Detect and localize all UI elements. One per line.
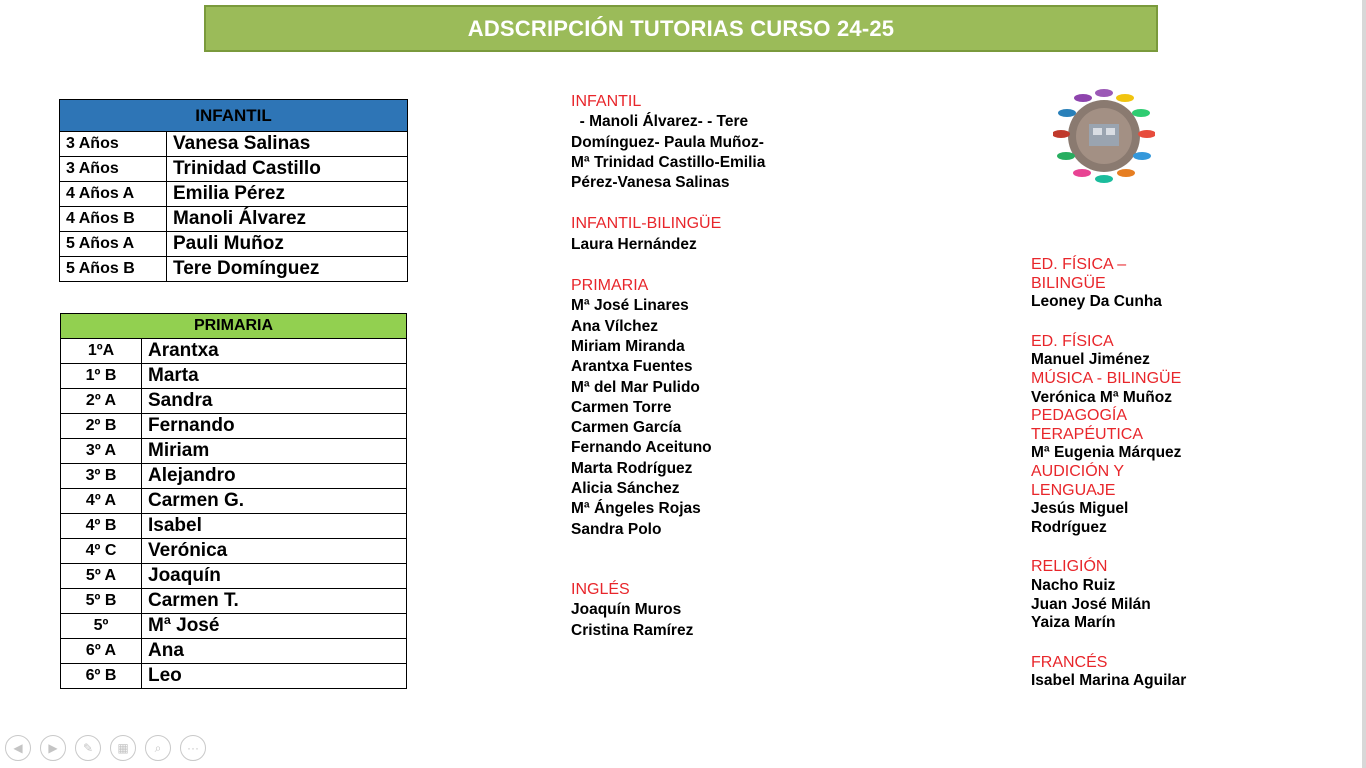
primaria-tutor-cell: Marta [142, 364, 407, 389]
infantil-row [60, 232, 408, 257]
infantil-level-cell: 4 Años B [60, 207, 167, 232]
pen-icon[interactable]: ✎ [75, 735, 101, 761]
list-item: Jesús Miguel [1031, 500, 1129, 518]
primaria-level-cell: 5º [61, 614, 142, 639]
list-item: Arantxa Fuentes [571, 358, 693, 376]
infantil-level-cell: 3 Años [60, 132, 167, 157]
primaria-row [61, 664, 407, 689]
primaria-tutor-cell: Alejandro [142, 464, 407, 489]
primaria-tutor-cell: Sandra [142, 389, 407, 414]
infantil-row [60, 182, 408, 207]
edfisica-bilingue-label [1031, 256, 1231, 293]
primaria-level-cell: 3º B [61, 464, 142, 489]
primaria-row [61, 614, 407, 639]
primaria-level-cell: 1ºA [61, 339, 142, 364]
pt-names [1031, 444, 1231, 463]
primaria-row [61, 464, 407, 489]
infantil-names [571, 112, 801, 193]
list-item: Manuel Jiménez [1031, 351, 1150, 369]
primaria-row [61, 439, 407, 464]
primaria-level-cell: 1º B [61, 364, 142, 389]
primaria-tutor-cell: Carmen G. [142, 489, 407, 514]
primaria-row [61, 639, 407, 664]
musica-label: MÚSICA - BILINGÜE [1031, 369, 1182, 387]
primaria-row [61, 364, 407, 389]
list-item: AUDICIÓN Y [1031, 462, 1125, 480]
primaria-tutor-cell: Ana [142, 639, 407, 664]
list-item: Mª José Linares [571, 297, 689, 315]
musica-names [1031, 389, 1231, 408]
list-item: Yaiza Marín [1031, 614, 1116, 632]
list-item: BILINGÜE [1031, 274, 1106, 292]
infantil-tutor-cell: Trinidad Castillo [167, 157, 408, 182]
list-item: Nacho Ruiz [1031, 576, 1116, 594]
right-column [1031, 256, 1231, 691]
list-item: Cristina Ramírez [571, 621, 694, 639]
middle-column [571, 92, 801, 641]
primaria-row [61, 564, 407, 589]
list-item: Miriam Miranda [571, 337, 685, 355]
infantil-level-cell: 3 Años [60, 157, 167, 182]
primaria-level-cell: 2º B [61, 414, 142, 439]
primaria-level-cell: 5º A [61, 564, 142, 589]
primaria-row [61, 514, 407, 539]
primaria-row [61, 489, 407, 514]
infantil-row [60, 257, 408, 282]
list-item: Joaquín Muros [571, 601, 682, 619]
primaria-table [60, 313, 407, 689]
infantil-bilingue-label: INFANTIL-BILINGÜE [571, 215, 722, 233]
infantil-tutor-cell: Pauli Muñoz [167, 232, 408, 257]
more-icon[interactable]: ··· [180, 735, 206, 761]
ingles-names [571, 600, 801, 641]
primaria-level-cell: 6º B [61, 664, 142, 689]
primaria-row [61, 389, 407, 414]
arrow-right-icon[interactable]: ▶ [40, 735, 66, 761]
frances-label: FRANCÉS [1031, 653, 1108, 671]
primaria-level-cell: 4º C [61, 539, 142, 564]
primaria-tutor-cell: Leo [142, 664, 407, 689]
list-item: Mª Ángeles Rojas [571, 500, 701, 518]
list-item: Ana Vílchez [571, 317, 658, 335]
infantil-table-header: INFANTIL [60, 100, 408, 132]
list-item: Pérez-Vanesa Salinas [571, 174, 730, 192]
list-item: Laura Hernández [571, 235, 697, 253]
primaria-row [61, 339, 407, 364]
primaria-row [61, 539, 407, 564]
infantil-tutor-cell: Manoli Álvarez [167, 207, 408, 232]
primaria-label: PRIMARIA [571, 277, 649, 295]
list-item: Domínguez- Paula Muñoz- [571, 133, 764, 151]
primaria-row [61, 414, 407, 439]
religion-names [1031, 577, 1231, 633]
al-label [1031, 463, 1231, 500]
list-item: PEDAGOGÍA [1031, 407, 1128, 425]
primaria-tutor-cell: Carmen T. [142, 589, 407, 614]
primaria-tutor-cell: Isabel [142, 514, 407, 539]
infantil-tutor-cell: Emilia Pérez [167, 182, 408, 207]
primaria-tutor-cell: Mª José [142, 614, 407, 639]
infantil-table [59, 99, 408, 282]
scrollbar[interactable] [1362, 0, 1366, 768]
primaria-tutor-cell: Verónica [142, 539, 407, 564]
infantil-label: INFANTIL [571, 93, 642, 110]
list-item: Carmen García [571, 419, 682, 437]
list-item: Leoney Da Cunha [1031, 293, 1162, 311]
ingles-label: INGLÉS [571, 580, 630, 598]
primaria-level-cell: 6º A [61, 639, 142, 664]
slideshow-controls [5, 735, 206, 761]
infantil-level-cell: 4 Años A [60, 182, 167, 207]
pt-label [1031, 407, 1231, 444]
infantil-tutor-cell: Tere Domínguez [167, 257, 408, 282]
slide-title: ADSCRIPCIÓN TUTORIAS CURSO 24-25 [204, 5, 1158, 52]
primaria-table-header: PRIMARIA [61, 314, 407, 339]
infantil-level-cell: 5 Años A [60, 232, 167, 257]
primaria-level-cell: 4º B [61, 514, 142, 539]
list-item: Sandra Polo [571, 520, 662, 538]
list-item: LENGUAJE [1031, 481, 1116, 499]
list-item: Verónica Mª Muñoz [1031, 388, 1172, 406]
primaria-level-cell: 5º B [61, 589, 142, 614]
zoom-icon[interactable]: ⌕ [145, 735, 171, 761]
list-item: Carmen Torre [571, 398, 672, 416]
list-item: Mª Trinidad Castillo-Emilia [571, 153, 766, 171]
arrow-left-icon[interactable]: ◀ [5, 735, 31, 761]
infantil-level-cell: 5 Años B [60, 257, 167, 282]
edfisica-names [1031, 351, 1231, 370]
primaria-row [61, 589, 407, 614]
list-item: - Manoli Álvarez- - Tere [571, 113, 749, 131]
list-item: Mª Eugenia Márquez [1031, 444, 1182, 462]
al-names [1031, 500, 1231, 537]
primaria-tutor-cell: Joaquín [142, 564, 407, 589]
slides-icon[interactable]: ▦ [110, 735, 136, 761]
list-item: Fernando Aceituno [571, 439, 712, 457]
frances-names [1031, 672, 1231, 691]
primaria-names [571, 296, 801, 540]
infantil-row [60, 207, 408, 232]
primaria-level-cell: 3º A [61, 439, 142, 464]
primaria-tutor-cell: Arantxa [142, 339, 407, 364]
list-item: Marta Rodríguez [571, 459, 693, 477]
primaria-tutor-cell: Miriam [142, 439, 407, 464]
edfisica-label: ED. FÍSICA [1031, 332, 1114, 350]
infantil-bilingue-names [571, 235, 801, 255]
list-item: Alicia Sánchez [571, 480, 680, 498]
primaria-level-cell: 2º A [61, 389, 142, 414]
religion-label: RELIGIÓN [1031, 558, 1108, 576]
list-item: Mª del Mar Pulido [571, 378, 700, 396]
infantil-tutor-cell: Vanesa Salinas [167, 132, 408, 157]
list-item: Rodríguez [1031, 518, 1107, 536]
list-item: ED. FÍSICA – [1031, 256, 1127, 273]
primaria-level-cell: 4º A [61, 489, 142, 514]
infantil-row [60, 157, 408, 182]
list-item: Juan José Milán [1031, 595, 1151, 613]
primaria-tutor-cell: Fernando [142, 414, 407, 439]
infantil-row [60, 132, 408, 157]
edfisica-bilingue-names [1031, 293, 1231, 312]
list-item: TERAPÉUTICA [1031, 425, 1144, 443]
list-item: Isabel Marina Aguilar [1031, 672, 1187, 690]
school-collage-logo-icon [1053, 86, 1155, 186]
